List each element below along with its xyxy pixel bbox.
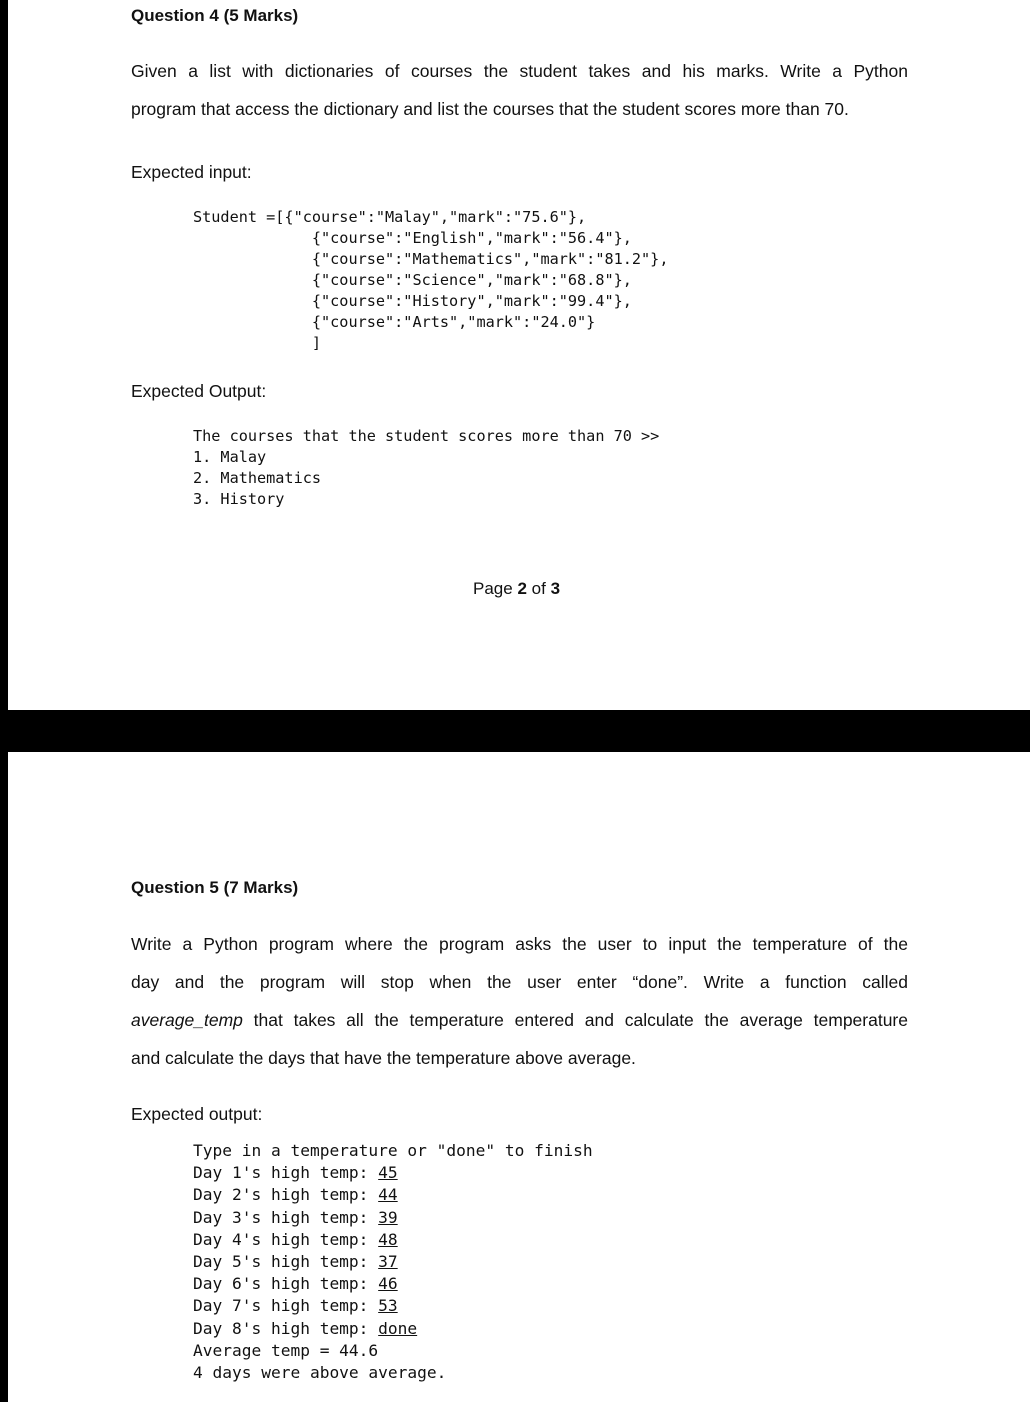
- function-name: average_temp: [131, 1010, 243, 1030]
- day-line-1: [193, 1162, 593, 1184]
- document-page-bottom: [8, 752, 1030, 1402]
- day-prefix: Day 5's high temp:: [193, 1252, 379, 1272]
- day-line-3: [193, 1207, 593, 1229]
- console-prompt: Type in a temperature or "done" to finish: [193, 1141, 593, 1160]
- page-footer: [473, 579, 560, 599]
- question-4-line-2: program that access the dictionary and list the courses that the student scores more than 70.: [131, 99, 849, 119]
- expected-output-code: The courses that the student scores more than 70 >> 1. Malay 2. Mathematics 3. History: [193, 427, 660, 508]
- day-line-5: [193, 1251, 593, 1273]
- day-value: 44: [378, 1185, 398, 1205]
- day-value: 37: [378, 1252, 398, 1272]
- question-5-line-3: [131, 1001, 908, 1039]
- expected-output-label-q5: Expected output:: [131, 1104, 263, 1124]
- of-word: of: [531, 579, 546, 598]
- day-prefix: Day 8's high temp:: [193, 1318, 379, 1338]
- question-4-description: [131, 52, 908, 128]
- day-line-4: [193, 1229, 593, 1251]
- expected-output-console: [193, 1140, 593, 1384]
- average-line: Average temp = 44.6: [193, 1340, 379, 1360]
- day-prefix: Day 3's high temp:: [193, 1207, 379, 1227]
- day-line-7: [193, 1295, 593, 1317]
- day-value: 45: [378, 1163, 398, 1183]
- expected-output-label: Expected Output:: [131, 381, 267, 401]
- expected-input-code: Student =[{"course":"Malay","mark":"75.6"}, {"course":"English","mark":"56.4"}, {"course":"Mathematics","mark":"81.2"}, {"course":"Science","mark":"68.8"}, {"course":"History","mark":"99.4"}, {"course":"Arts","mark":"24.0"} ]: [193, 208, 669, 352]
- question-5-line-4: and calculate the days that have the temperature above average.: [131, 1048, 636, 1068]
- page-number: 2: [517, 579, 527, 598]
- expected-input-label: Expected input:: [131, 162, 252, 182]
- day-line-6: [193, 1273, 593, 1295]
- day-value: done: [378, 1318, 418, 1338]
- question-4-line-1: Given a list with dictionaries of courses the student takes and his marks. Write a Python: [131, 61, 908, 81]
- page-total: 3: [550, 579, 561, 598]
- day-value: 46: [378, 1274, 398, 1294]
- above-average-line: 4 days were above average.: [193, 1363, 447, 1383]
- day-prefix: Day 1's high temp:: [193, 1163, 379, 1183]
- question-4-title: Question 4 (5 Marks): [131, 6, 299, 25]
- question-5-description: [131, 925, 908, 1077]
- question-5-line-3-rest: that takes all the temperature entered and calculate the average temperature: [242, 1010, 908, 1030]
- question-5-title: Question 5 (7 Marks): [131, 878, 299, 897]
- day-value: 39: [378, 1207, 398, 1227]
- day-line-2: [193, 1184, 593, 1206]
- day-prefix: Day 6's high temp:: [193, 1274, 379, 1294]
- day-value: 53: [378, 1296, 398, 1316]
- question-5-line-1: Write a Python program where the program asks the user to input the temperature of the: [131, 934, 908, 954]
- day-value: 48: [378, 1229, 398, 1249]
- page-word: Page: [473, 579, 513, 598]
- document-page-top: [8, 0, 1030, 710]
- day-prefix: Day 4's high temp:: [193, 1229, 379, 1249]
- day-line-8: [193, 1318, 593, 1340]
- day-prefix: Day 7's high temp:: [193, 1296, 379, 1316]
- day-prefix: Day 2's high temp:: [193, 1185, 379, 1205]
- question-5-line-2: day and the program will stop when the user enter “done”. Write a function called: [131, 972, 908, 992]
